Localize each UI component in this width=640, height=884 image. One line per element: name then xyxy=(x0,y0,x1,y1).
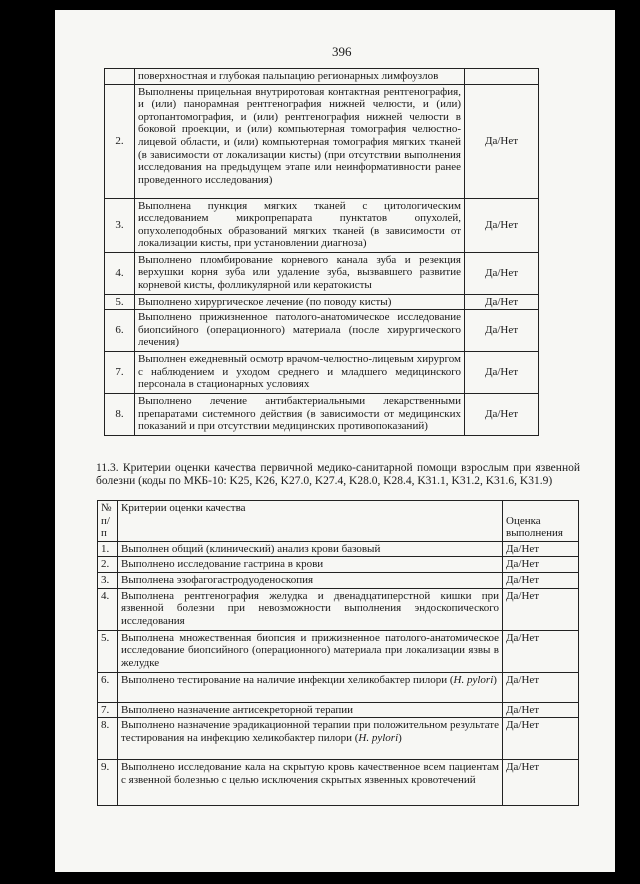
assessment-value: Да/Нет xyxy=(465,84,539,198)
assessment-value: Да/Нет xyxy=(503,541,579,557)
assessment-value xyxy=(465,69,539,85)
table-row xyxy=(98,588,579,630)
row-number: 4. xyxy=(105,252,135,294)
assessment-value: Да/Нет xyxy=(503,572,579,588)
table-row xyxy=(105,69,539,85)
page-number: 396 xyxy=(332,44,352,59)
table-row xyxy=(105,352,539,394)
row-number: 9. xyxy=(98,760,118,806)
table-row xyxy=(98,760,579,806)
criterion-text: Выполнено исследование гастрина в крови xyxy=(118,557,503,573)
criterion-text: Выполнен общий (клинический) анализ крови базовый xyxy=(118,541,503,557)
criterion-text: Выполнено пломбирование корневого канала зуба и резекция верхушки корня зуба или удаление зуба, вызвавшего развитие корневой кисты, фолликулярной или кератокисты xyxy=(135,252,465,294)
table-row xyxy=(98,702,579,718)
header-assessment: Оценка выполнения xyxy=(503,501,579,542)
table-row xyxy=(98,557,579,573)
table-row xyxy=(98,718,579,760)
criterion-text: Выполнено исследование кала на скрытую кровь качественное всем пациентам с язвенной болезнью с целью исключения скрытых язвенных кровотечений xyxy=(118,760,503,806)
criterion-text: Выполнена пункция мягких тканей с цитологическим исследованием микропрепарата пунктатов опухолей, опухолеподобных образований мягких тканей (в зависимости от локализации кисты, при установлении диагноза) xyxy=(135,198,465,252)
latin-term: H. pylori xyxy=(453,673,494,686)
row-number xyxy=(105,69,135,85)
table-row xyxy=(105,252,539,294)
criterion-text: Выполнена множественная биопсия и прижизненное патолого-анатомическое исследование биопсийного (операционного) материала при локализации язвы в желудке xyxy=(118,630,503,672)
criterion-text: Выполнен ежедневный осмотр врачом-челюстно-лицевым хирургом с наблюдением и уходом среднего и младшего медицинского персонала в стационарных условиях xyxy=(135,352,465,394)
assessment-value: Да/Нет xyxy=(465,352,539,394)
assessment-value: Да/Нет xyxy=(503,702,579,718)
section-heading: 11.3. Критерии оценки качества первичной медико-санитарной помощи взрослым при язвенной болезни (коды по МКБ-10: K25, K26, K27.0, K27.4, K28.0, K28.4, K31.1, K31.2, K31.6, K31.9) xyxy=(96,462,580,487)
criterion-text: Выполнено хирургическое лечение (по поводу кисты) xyxy=(135,294,465,310)
assessment-value: Да/Нет xyxy=(503,557,579,573)
assessment-value: Да/Нет xyxy=(465,394,539,436)
table-row xyxy=(98,541,579,557)
row-number: 5. xyxy=(105,294,135,310)
table-row xyxy=(98,572,579,588)
criterion-text: Выполнено прижизненное патолого-анатомическое исследование биопсийного (операционного) материала (после хирургического лечения) xyxy=(135,310,465,352)
criterion-text: Выполнены прицельная внутриротовая контактная рентгенография, и (или) панорамная рентгенография нижней челюсти, и (или) ортопантомография, и (или) рентгенография нижней челюсти в боковой проекции, и (или) компьютерная томография челюстно-лицевой области, и (или) компьютерная томография мягких тканей (в зависимости от локализации кисты) (при отсутствии выполнения исследования на предыдущем этапе или неинформативности ранее проведенного исследования) xyxy=(135,84,465,198)
criterion-text: Выполнено назначение эрадикационной терапии при положительном результате тестирования на инфекцию хеликобактер пилори (H. pylori) xyxy=(118,718,503,760)
row-number: 1. xyxy=(98,541,118,557)
header-criteria: Критерии оценки качества xyxy=(118,501,503,542)
criteria-table xyxy=(97,500,579,806)
assessment-value: Да/Нет xyxy=(503,760,579,806)
table-row xyxy=(105,198,539,252)
row-number: 7. xyxy=(98,702,118,718)
row-number: 8. xyxy=(98,718,118,760)
table-row xyxy=(105,310,539,352)
assessment-value: Да/Нет xyxy=(465,252,539,294)
assessment-value: Да/Нет xyxy=(503,718,579,760)
row-number: 6. xyxy=(105,310,135,352)
header-number: № п/п xyxy=(98,501,118,542)
table-row xyxy=(105,84,539,198)
assessment-value: Да/Нет xyxy=(503,588,579,630)
criteria-table-continued xyxy=(104,68,539,436)
table-row xyxy=(105,294,539,310)
assessment-value: Да/Нет xyxy=(503,630,579,672)
criterion-text: Выполнена эзофагогастродуоденоскопия xyxy=(118,572,503,588)
assessment-value: Да/Нет xyxy=(503,672,579,702)
criterion-text: поверхностная и глубокая пальпацию регионарных лимфоузлов xyxy=(135,69,465,85)
row-number: 4. xyxy=(98,588,118,630)
table-row xyxy=(105,394,539,436)
row-number: 2. xyxy=(98,557,118,573)
row-number: 5. xyxy=(98,630,118,672)
latin-term: H. pylori xyxy=(358,731,399,744)
row-number: 6. xyxy=(98,672,118,702)
table-row xyxy=(98,672,579,702)
row-number: 7. xyxy=(105,352,135,394)
criterion-text: Выполнено лечение антибактериальными лекарственными препаратами системного действия (в зависимости от медицинских показаний и при отсутствии медицинских противопоказаний) xyxy=(135,394,465,436)
table-header-row xyxy=(98,501,579,542)
assessment-value: Да/Нет xyxy=(465,310,539,352)
criterion-text: Выполнено тестирование на наличие инфекции хеликобактер пилори (H. pylori) xyxy=(118,672,503,702)
row-number: 3. xyxy=(105,198,135,252)
row-number: 2. xyxy=(105,84,135,198)
assessment-value: Да/Нет xyxy=(465,198,539,252)
assessment-value: Да/Нет xyxy=(465,294,539,310)
criterion-text: Выполнена рентгенография желудка и двенадцатиперстной кишки при язвенной болезни при невозможности выполнения эндоскопического исследования xyxy=(118,588,503,630)
row-number: 8. xyxy=(105,394,135,436)
row-number: 3. xyxy=(98,572,118,588)
table-row xyxy=(98,630,579,672)
criterion-text: Выполнено назначение антисекреторной терапии xyxy=(118,702,503,718)
